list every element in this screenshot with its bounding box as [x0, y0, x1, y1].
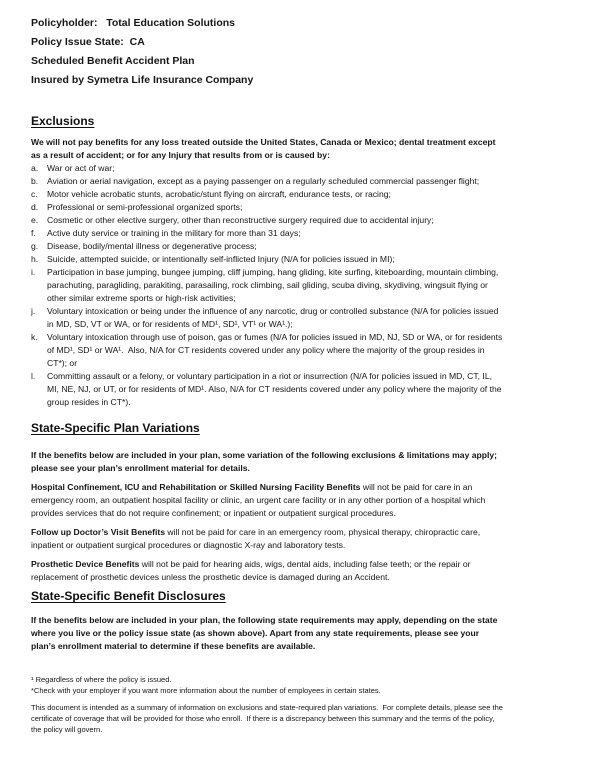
follow-up-doctors-visit-paragraph — [31, 526, 504, 552]
item-text: Participation in base jumping, bungee jumping, cliff jumping, hang gliding, kite surfing, kiteboarding, mountain climbing, parachuting, paragliding, parakiting, parasailing, rock climbing, sail gliding, scuba diving, skydiving, wingsuit flying or other similar extreme sports or high-risk activities; — [47, 267, 501, 303]
item-letter: k. — [31, 332, 38, 342]
exclusions-list — [31, 162, 504, 409]
footnote-policy-issued: ¹ Regardless of where the policy is issued. — [31, 675, 172, 684]
exclusion-item-l — [31, 370, 504, 409]
item-text: Voluntary intoxication through use of poison, gas or fumes (N/A for policies issued in MD, NJ, SD or WA, or for residents of MD¹, SD¹ or WA¹. Also, N/A for CT residents covered under any policy where the majority of the group resides in CT*); or — [47, 332, 505, 368]
item-letter: g. — [31, 241, 39, 251]
plan-variations-heading: State-Specific Plan Variations — [31, 421, 200, 435]
exclusion-item-k — [31, 331, 504, 370]
item-text: Cosmetic or other elective surgery, other than reconstructive surgery required due to accidental injury; — [47, 215, 434, 225]
item-text: Aviation or aerial navigation, except as a paying passenger on a regularly scheduled commercial passenger flight; — [47, 176, 480, 186]
exclusion-item-a — [31, 162, 504, 175]
item-letter: i. — [31, 267, 36, 277]
item-letter: h. — [31, 254, 39, 264]
exclusion-item-g — [31, 240, 504, 253]
exclusions-heading: Exclusions — [31, 114, 95, 128]
document-header — [31, 14, 504, 90]
exclusions-intro: We will not pay benefits for any loss treated outside the United States, Canada or Mexico; dental treatment except as a result of accident; or for any Injury that results from or is caused by: — [31, 137, 498, 160]
footnotes-block — [31, 674, 504, 735]
summary-disclaimer: This document is intended as a summary of information on exclusions and state-required plan variations. For complete details, please see the certificate of coverage that will be provided for those who enroll. If there is a discrepancy between this summary and the terms of the policy, the policy will govern. — [31, 703, 506, 734]
item-letter: d. — [31, 202, 39, 212]
benefit-text: will not be paid for hearing aids, wigs, dental aids, including false teeth; or the repair or replacement of prosthetic devices unless the prosthetic device is damaged during an Accident. — [31, 559, 473, 582]
exclusion-item-c — [31, 188, 504, 201]
item-text: Professional or semi-professional organized sports; — [47, 202, 243, 212]
benefit-disclosures-heading: State-Specific Benefit Disclosures — [31, 589, 226, 603]
item-letter: a. — [31, 163, 39, 173]
footnote-employer-check: *Check with your employer if you want more information about the number of employees in certain states. — [31, 686, 381, 695]
policy-issue-state-line: Policy Issue State: CA — [31, 36, 145, 48]
plan-variations-intro: If the benefits below are included in your plan, some variation of the following exclusions & limitations may apply; please see your plan’s enrollment material for details. — [31, 450, 500, 473]
exclusion-item-f — [31, 227, 504, 240]
exclusion-item-e — [31, 214, 504, 227]
exclusion-item-i — [31, 266, 504, 305]
benefit-name: Prosthetic Device Benefits — [31, 559, 140, 569]
exclusion-item-h — [31, 253, 504, 266]
hospital-confinement-paragraph — [31, 481, 504, 520]
benefit-name: Hospital Confinement, ICU and Rehabilitation or Skilled Nursing Facility Benefits — [31, 482, 361, 492]
item-letter: l. — [31, 371, 36, 381]
benefit-text: will not be paid for care in an emergency room, physical therapy, chiropractic care, inpatient or outpatient surgical procedures or diagnostic X-ray and laboratory tests. — [31, 527, 483, 550]
exclusions-section — [31, 114, 504, 409]
benefit-disclosures-intro: If the benefits below are included in your plan, the following state requirements may apply, depending on the state where you live or the policy issue state (as shown above). Apart from any state requirements, please see your plan’s enrollment material to determine if these benefits are available. — [31, 615, 500, 651]
exclusion-item-d — [31, 201, 504, 214]
policyholder-line: Policyholder: Total Education Solutions — [31, 17, 235, 29]
exclusion-item-j — [31, 305, 504, 331]
benefit-name: Follow up Doctor’s Visit Benefits — [31, 527, 166, 537]
item-letter: j. — [31, 306, 36, 316]
item-letter: c. — [31, 189, 38, 199]
benefit-text: will not be paid for care in an emergency room, an outpatient hospital facility or clinic, an urgent care facility or in any other portion of a hospital which provides services that do not require confinement; or inpatient or outpatient surgical procedures. — [31, 482, 488, 518]
insurer-line: Insured by Symetra Life Insurance Company — [31, 74, 254, 86]
item-letter: b. — [31, 176, 39, 186]
item-text: Suicide, attempted suicide, or intentionally self-inflicted Injury (N/A for policies issued in MI); — [47, 254, 395, 264]
item-text: Disease, bodily/mental illness or degenerative process; — [47, 241, 257, 251]
plan-name-line: Scheduled Benefit Accident Plan — [31, 55, 195, 67]
prosthetic-device-paragraph — [31, 558, 504, 584]
item-text: Active duty service or training in the military for more than 31 days; — [47, 228, 301, 238]
benefit-disclosures-section — [31, 589, 504, 653]
item-letter: e. — [31, 215, 39, 225]
item-text: Voluntary intoxication or being under the influence of any narcotic, drug or controlled substance (N/A for policies issued in MD, SD, VT or WA, or for residents of MD¹, SD¹, VT¹ or WA¹.); — [47, 306, 501, 329]
item-text: Committing assault or a felony, or voluntary participation in a riot or insurrection (N/A for policies issued in MD, CT, IL, MI, NE, NJ, or UT, or for residents of MD¹. Also, N/A for CT residents covered under any policy where the majority of the group resides in CT*). — [47, 371, 504, 407]
plan-variations-section — [31, 421, 504, 584]
item-text: War or act of war; — [47, 163, 115, 173]
item-text: Motor vehicle acrobatic stunts, acrobatic/stunt flying on aircraft, endurance tests, or racing; — [47, 189, 391, 199]
item-letter: f. — [31, 228, 36, 238]
exclusion-item-b — [31, 175, 504, 188]
